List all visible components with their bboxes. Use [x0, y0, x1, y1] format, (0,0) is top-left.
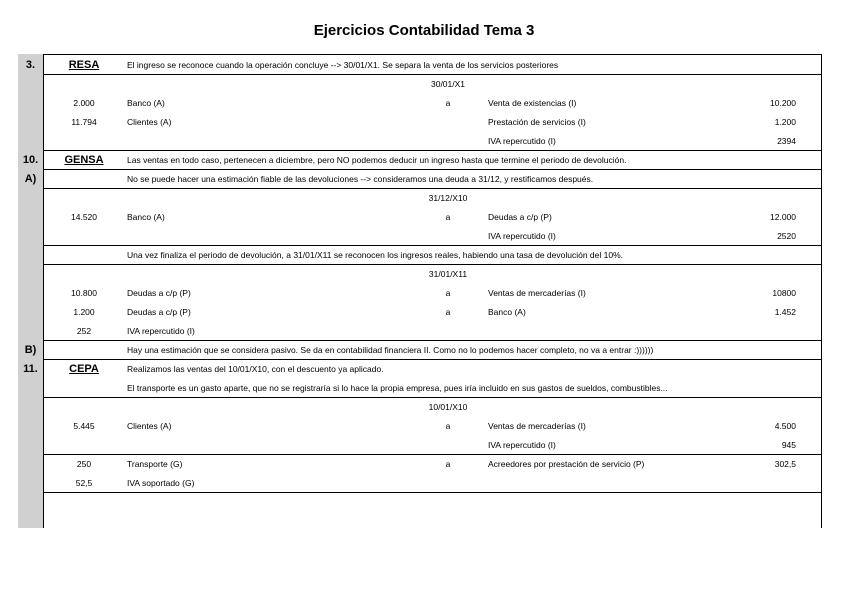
debit-account: Deudas a c/p (P) — [127, 307, 191, 317]
debit-amount: 2.000 — [73, 98, 95, 108]
row-divider — [43, 492, 821, 493]
journal-row — [18, 75, 822, 93]
a-separator: a — [445, 459, 451, 469]
entry-date: 10/01/X10 — [428, 402, 468, 412]
a-separator: a — [445, 98, 451, 108]
journal-row — [18, 246, 822, 264]
entry-number: 3. — [25, 59, 36, 71]
credit-account: IVA repercutido (I) — [488, 440, 556, 450]
a-separator: a — [445, 212, 451, 222]
journal-row — [18, 227, 822, 245]
journal-row — [18, 208, 822, 226]
debit-account: Deudas a c/p (P) — [127, 288, 191, 298]
journal-row — [18, 284, 822, 302]
journal-row — [18, 113, 822, 131]
a-separator: a — [445, 288, 451, 298]
note-text: Realizamos las ventas del 10/01/X10, con el descuento ya aplicado. — [127, 364, 384, 374]
journal-row — [18, 379, 822, 397]
debit-amount: 1.200 — [73, 307, 95, 317]
company-name: CEPA — [69, 363, 99, 375]
credit-account: IVA repercutido (I) — [488, 231, 556, 241]
journal-row — [18, 170, 822, 188]
journal-row — [18, 132, 822, 150]
debit-amount: 52,5 — [75, 478, 93, 488]
debit-amount: 250 — [76, 459, 92, 469]
credit-account: Deudas a c/p (P) — [488, 212, 552, 222]
a-separator: a — [445, 307, 451, 317]
credit-amount: 1.452 — [774, 307, 796, 317]
journal-row — [18, 474, 822, 492]
credit-amount: 10.200 — [770, 98, 796, 108]
entry-number: 11. — [23, 363, 38, 375]
note-text: Una vez finaliza el periodo de devolución, a 31/01/X11 se reconocen los ingresos reales, habiendo una tasa de devolución del 10%. — [127, 250, 624, 260]
debit-account: Clientes (A) — [127, 117, 172, 127]
credit-amount: 945 — [781, 440, 796, 450]
note-text: Hay una estimación que se considera pasivo. Se da en contabilidad financiera II. Como no lo podemos hacer completo, no va a entrar :)))))) — [127, 345, 654, 355]
journal-sheet — [18, 54, 822, 528]
a-separator: a — [445, 421, 451, 431]
company-name: RESA — [68, 59, 100, 71]
credit-amount: 12.000 — [770, 212, 796, 222]
debit-account: Transporte (G) — [127, 459, 183, 469]
credit-account: Banco (A) — [488, 307, 526, 317]
credit-amount: 4.500 — [774, 421, 796, 431]
credit-amount: 2520 — [777, 231, 796, 241]
debit-account: IVA soportado (G) — [127, 478, 195, 488]
journal-row — [18, 360, 822, 378]
journal-row — [18, 56, 822, 74]
note-text: El transporte es un gasto aparte, que no se registraría si lo hace la propia empresa, pues iría incluido en sus gastos de sueldos, combustibles... — [127, 383, 668, 393]
page-title: Ejercicios Contabilidad Tema 3 — [313, 22, 535, 39]
top-border — [43, 54, 821, 55]
journal-row — [18, 151, 822, 169]
entry-number: B) — [24, 344, 37, 356]
entry-number: 10. — [22, 154, 39, 166]
debit-amount: 252 — [76, 326, 92, 336]
note-text: Las ventas en todo caso, pertenecen a diciembre, pero NO podemos deducir un ingreso hasta que termine el periodo de devolución. — [127, 155, 627, 165]
credit-account: Ventas de mercaderías (I) — [488, 421, 586, 431]
debit-amount: 14.520 — [71, 212, 97, 222]
debit-amount: 11.794 — [71, 117, 97, 127]
debit-account: Banco (A) — [127, 212, 165, 222]
journal-row — [18, 322, 822, 340]
debit-amount: 5.445 — [73, 421, 95, 431]
credit-account: Prestación de servicios (I) — [488, 117, 586, 127]
debit-amount: 10.800 — [71, 288, 97, 298]
journal-row — [18, 94, 822, 112]
journal-row — [18, 417, 822, 435]
debit-account: IVA repercutido (I) — [127, 326, 195, 336]
journal-row — [18, 455, 822, 473]
journal-row — [18, 436, 822, 454]
credit-account: Acreedores por prestación de servicio (P) — [488, 459, 645, 469]
credit-amount: 302,5 — [774, 459, 796, 469]
entry-number: A) — [24, 173, 37, 185]
debit-account: Banco (A) — [127, 98, 165, 108]
credit-account: IVA repercutido (I) — [488, 136, 556, 146]
credit-amount: 10800 — [772, 288, 796, 298]
entry-date: 30/01/X1 — [430, 79, 466, 89]
note-text: El ingreso se reconoce cuando la operación concluye --> 30/01/X1. Se separa la venta de los servicios posteriores — [127, 60, 559, 70]
journal-row — [18, 398, 822, 416]
journal-row — [18, 265, 822, 283]
journal-row — [18, 341, 822, 359]
company-name: GENSA — [64, 154, 104, 166]
note-text: No se puede hacer una estimación fiable de las devoluciones --> consideramos una deuda a 31/12, y restificamos después. — [127, 174, 594, 184]
entry-date: 31/01/X11 — [428, 269, 468, 279]
credit-account: Ventas de mercaderías (I) — [488, 288, 586, 298]
credit-account: Venta de existencias (I) — [488, 98, 577, 108]
credit-amount: 1.200 — [774, 117, 796, 127]
journal-row — [18, 303, 822, 321]
journal-row — [18, 189, 822, 207]
debit-account: Clientes (A) — [127, 421, 172, 431]
entry-date: 31/12/X10 — [428, 193, 468, 203]
credit-amount: 2394 — [777, 136, 796, 146]
